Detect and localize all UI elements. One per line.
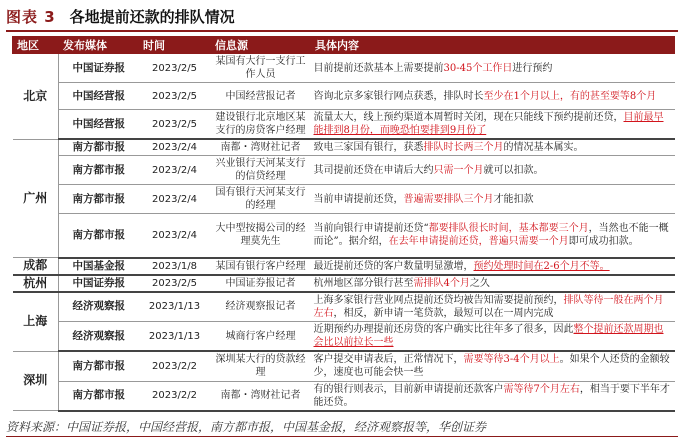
source-cell: 兴业银行天河某支行的信贷经理 <box>211 156 311 185</box>
content-text: 的情况基本属实。 <box>503 142 584 153</box>
content-text: 流量太大，线上预约渠道本周暂时关闭，现在只能线下预约提前还贷， <box>313 112 624 123</box>
date-cell: 2023/2/4 <box>139 214 211 258</box>
content-cell <box>311 110 675 140</box>
region-cell: 成都 <box>13 258 59 275</box>
source-cell: 深圳某大行的贷款经理 <box>211 351 311 381</box>
region-cell: 上海 <box>13 292 59 352</box>
table-row <box>13 322 675 352</box>
content-cell <box>311 185 675 214</box>
highlighted-text: 预约处理时间在2-6个月不等。 <box>473 260 610 272</box>
content-cell <box>311 322 675 352</box>
figure-title-row <box>6 4 235 28</box>
date-cell: 2023/2/2 <box>139 381 211 411</box>
highlighted-text: 30-45个工作日 <box>443 62 513 74</box>
content-text: 即可成功扣款。 <box>568 236 639 248</box>
media-cell: 南方都市报 <box>59 351 139 381</box>
media-cell: 南方都市报 <box>59 214 139 258</box>
media-cell: 中国证券报 <box>59 275 139 292</box>
content-text: 才能扣款 <box>493 193 534 205</box>
media-cell: 南方都市报 <box>59 185 139 214</box>
content-text: 当前申请提前还贷， <box>313 193 404 205</box>
source-cell: 南都・湾财社记者 <box>211 139 311 156</box>
content-text: 目前提前还款基本上需要提前 <box>313 62 444 74</box>
content-text: ，当然也不能一概而论”。据介绍， <box>313 223 669 248</box>
table-header-row <box>13 37 675 54</box>
date-cell: 2023/2/4 <box>139 185 211 214</box>
table-row <box>13 292 675 322</box>
content-cell <box>311 258 675 275</box>
media-cell: 经济观察报 <box>59 292 139 322</box>
content-text: ，相反，新申请一笔贷款，最短可以在一周内完成 <box>333 307 554 319</box>
highlighted-text: 都要排队很长时间，基本都要三个月 <box>428 223 589 235</box>
content-text: 当前向银行申请提前还贷“ <box>313 223 429 235</box>
content-text: 。如果个人还贷的金额较少，速度也可能会快一些 <box>313 354 670 379</box>
table-row <box>13 185 675 214</box>
content-text: ，相当于要下半年才能还贷。 <box>313 383 670 408</box>
media-cell: 中国经营报 <box>59 110 139 140</box>
highlighted-text: 排队时长两三个月 <box>423 142 504 153</box>
content-cell <box>311 381 675 411</box>
date-cell: 2023/1/13 <box>139 322 211 352</box>
table-row <box>13 83 675 110</box>
date-cell: 2023/2/5 <box>139 275 211 292</box>
date-cell: 2023/2/4 <box>139 139 211 156</box>
highlighted-text: 只需一个月 <box>433 164 484 176</box>
source-cell: 南都・湾财社记者 <box>211 381 311 411</box>
header-content: 具体内容 <box>311 37 675 54</box>
content-cell <box>311 351 675 381</box>
date-cell: 2023/2/5 <box>139 54 211 83</box>
header-source: 信息源 <box>211 37 311 54</box>
source-cell: 某国有银行客户经理 <box>211 258 311 275</box>
source-cell: 某国有大行一支行工作人员 <box>211 54 311 83</box>
source-cell: 中国经营报记者 <box>211 83 311 110</box>
content-text: 客户提交申请表后，正常情况下， <box>313 354 464 366</box>
source-cell: 大中型按揭公司的经理莫先生 <box>211 214 311 258</box>
table-row <box>13 214 675 258</box>
content-cell <box>311 139 675 156</box>
date-cell: 2023/2/5 <box>139 83 211 110</box>
content-text: 咨询北京多家银行网点获悉，排队时长 <box>313 90 484 102</box>
table-row <box>13 110 675 140</box>
highlighted-text: 需要等待3-4个月以上 <box>463 354 560 366</box>
media-cell: 经济观察报 <box>59 322 139 352</box>
header-date: 时间 <box>139 37 211 54</box>
highlighted-text: 普遍需要排队三个月 <box>403 193 494 205</box>
region-cell: 北京 <box>13 54 59 140</box>
figure-label: 图表 3 <box>6 7 56 26</box>
media-cell: 南方都市报 <box>59 139 139 156</box>
highlighted-text: 在去年申请提前还贷，普遍只需要一个月 <box>388 236 569 248</box>
content-text: 有的银行则表示，目前新申请提前还款客户 <box>313 383 504 395</box>
media-cell: 南方都市报 <box>59 156 139 185</box>
content-text: 进行预约 <box>512 62 553 74</box>
header-region: 地区 <box>13 37 59 54</box>
date-cell: 2023/1/13 <box>139 292 211 322</box>
content-cell <box>311 54 675 83</box>
source-cell: 中国证券报记者 <box>211 275 311 292</box>
title-rule <box>6 30 678 32</box>
date-cell: 2023/2/4 <box>139 156 211 185</box>
region-cell: 广州 <box>13 139 59 258</box>
content-text: 致电三家国有银行，获悉 <box>313 142 424 153</box>
table-row <box>13 381 675 411</box>
content-text: 上海多家银行营业网点提前还贷均被告知需要提前预约， <box>313 294 564 306</box>
highlighted-text: 至少在1个月以上，有的甚至要等8个月 <box>483 90 657 102</box>
content-cell <box>311 156 675 185</box>
source-cell: 经济观察报记者 <box>211 292 311 322</box>
date-cell: 2023/2/2 <box>139 351 211 381</box>
highlighted-text: 目前最早能排到8月份，而晚恐怕要排到9月份了 <box>313 112 664 136</box>
date-cell: 2023/1/8 <box>139 258 211 275</box>
content-text: 近期预约办理提前还房贷的客户确实比往年多了很多，因此 <box>313 324 574 335</box>
figure-title: 各地提前还款的排队情况 <box>69 7 235 26</box>
region-cell: 深圳 <box>13 351 59 411</box>
content-text: 其司提前还贷在申请后大约 <box>313 164 434 176</box>
highlighted-text: 需等待7个月左右 <box>503 383 580 395</box>
media-cell: 中国基金报 <box>59 258 139 275</box>
content-text: 就可以扣款。 <box>483 164 544 176</box>
content-text: 之久 <box>469 277 490 289</box>
date-cell: 2023/2/5 <box>139 110 211 140</box>
media-cell: 南方都市报 <box>59 381 139 411</box>
content-cell <box>311 275 675 292</box>
source-cell: 国有银行天河某支行的经理 <box>211 185 311 214</box>
content-cell <box>311 292 675 322</box>
content-cell <box>311 214 675 258</box>
media-cell: 中国证券报 <box>59 54 139 83</box>
source-cell: 建设银行北京地区某支行的房贷客户经理 <box>211 110 311 140</box>
content-cell <box>311 83 675 110</box>
highlighted-text: 整个提前还款周期也会比以前拉长一些 <box>313 324 664 348</box>
highlighted-text: 需排队4个月 <box>413 277 470 289</box>
content-text: 最近提前还贷的客户数量明显激增， <box>313 260 474 272</box>
content-text: 杭州地区部分银行甚至 <box>313 277 414 289</box>
table-row <box>13 156 675 185</box>
table-row <box>13 54 675 83</box>
region-cell: 杭州 <box>13 275 59 292</box>
media-cell: 中国经营报 <box>59 83 139 110</box>
bottom-rule <box>6 436 678 437</box>
table-row <box>13 275 675 292</box>
data-source-note: 资料来源：中国证券报，中国经营报，南方都市报，中国基金报，经济观察报等，华创证券 <box>6 420 487 434</box>
highlighted-text: 排队等待一般在两个月左右 <box>313 294 664 319</box>
table-row <box>13 351 675 381</box>
prepayment-queue-table <box>12 36 675 412</box>
table-row <box>13 139 675 156</box>
source-cell: 城商行客户经理 <box>211 322 311 352</box>
header-media: 发布媒体 <box>59 37 139 54</box>
table-row <box>13 258 675 275</box>
